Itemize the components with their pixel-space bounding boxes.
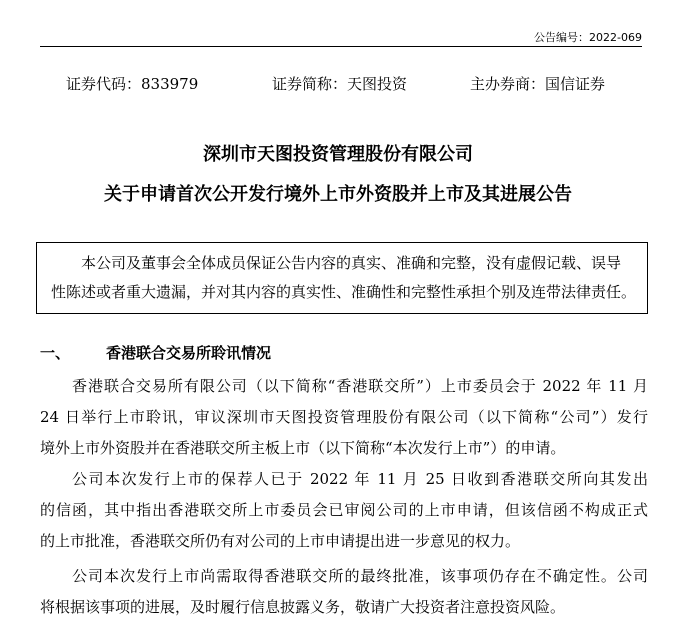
company-name-title: 深圳市天图投资管理股份有限公司 [203, 144, 473, 165]
notice-line-1: 本公司及董事会全体成员保证公告内容的真实、准确和完整，没有虚假记载、误导 [81, 254, 622, 272]
paragraph-risk [40, 561, 648, 623]
paragraph-line: 公司本次发行上市尚需取得香港联交所的最终批准，该事项仍存在不确定性。公司 [72, 567, 648, 585]
notice-number: 公告编号：2022-069 [534, 31, 642, 44]
security-abbreviation: 证券简称：天图投资 [272, 75, 408, 93]
security-code: 证券代码：833979 [66, 75, 199, 93]
announcement-title: 关于申请首次公开发行境外上市外资股并上市及其进展公告 [104, 184, 572, 205]
paragraph-line: 的信函，其中指出香港联交所上市委员会已审阅公司的上市申请，但该信函不构成正式 [40, 501, 648, 519]
board-guarantee-notice [36, 242, 648, 314]
paragraph-line: 境外上市外资股并在香港联交所主板上市（以下简称“本次发行上市”）的申请。 [40, 439, 566, 457]
section-title: 香港联合交易所聆讯情况 [106, 344, 272, 362]
paragraph-line: 将根据该事项的进展，及时履行信息披露义务，敬请广大投资者注意投资风险。 [40, 598, 566, 616]
paragraph-hearing [40, 371, 648, 464]
header-divider [40, 46, 642, 47]
paragraph-line: 的上市批准，香港联交所仍有对公司的上市申请提出进一步意见的权力。 [40, 532, 521, 550]
sponsor-broker: 主办券商：国信证券 [470, 75, 606, 93]
paragraph-line: 公司本次发行上市的保荐人已于 2022 年 11 月 25 日收到香港联交所向其发出 [72, 470, 648, 488]
paragraph-letter [40, 464, 648, 557]
section-number: 一、 [40, 344, 71, 362]
paragraph-line: 24 日举行上市聆讯，审议深圳市天图投资管理股份有限公司（以下简称“公司”）发行 [40, 408, 648, 426]
paragraph-line: 香港联合交易所有限公司（以下简称“香港联交所”）上市委员会于 2022 年 11 月 [72, 377, 648, 395]
notice-line-2: 性陈述或者重大遗漏，并对其内容的真实性、准确性和完整性承担个别及连带法律责任。 [51, 283, 637, 301]
